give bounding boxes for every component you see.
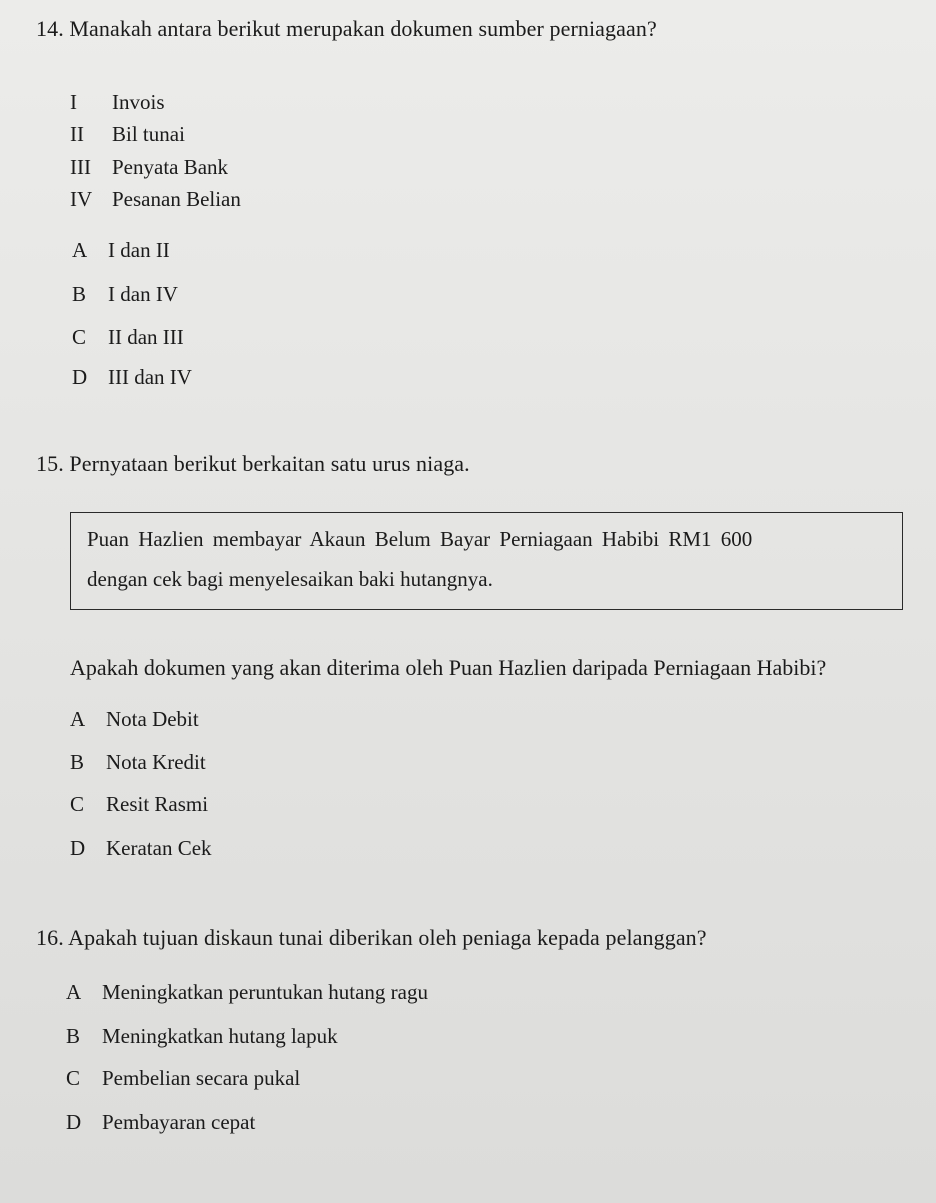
q14-item-4 — [70, 187, 241, 212]
option-text: Resit Rasmi — [106, 792, 209, 816]
option-letter: B — [66, 1024, 81, 1048]
q15-option-a[interactable] — [70, 707, 199, 732]
statement-box — [70, 512, 903, 610]
item-text: Penyata Bank — [112, 155, 229, 179]
q16-option-a[interactable] — [66, 980, 428, 1005]
option-text: Meningkatkan hutang lapuk — [102, 1024, 338, 1048]
question-15-prompt: Apakah dokumen yang akan diterima oleh Puan Hazlien daripada Perniagaan Habibi? — [70, 655, 827, 680]
option-text: Pembelian secara pukal — [102, 1066, 301, 1090]
q16-option-d[interactable] — [66, 1110, 255, 1135]
statement-line-1: Puan Hazlien membayar Akaun Belum Bayar Perniagaan Habibi RM1 600 — [87, 527, 753, 551]
statement-line-2: dengan cek bagi menyelesaikan baki hutangnya. — [87, 567, 493, 591]
option-text: Keratan Cek — [106, 836, 212, 860]
option-text: II dan III — [108, 325, 184, 349]
option-letter: D — [72, 365, 88, 389]
option-letter: B — [70, 750, 85, 774]
q14-option-d[interactable] — [72, 365, 192, 390]
item-text: Pesanan Belian — [112, 187, 241, 211]
q15-option-b[interactable] — [70, 750, 206, 775]
q15-option-d[interactable] — [70, 836, 212, 861]
option-text: Meningkatkan peruntukan hutang ragu — [102, 980, 428, 1004]
q16-option-c[interactable] — [66, 1066, 300, 1091]
option-text: Nota Kredit — [106, 750, 206, 774]
option-letter: D — [66, 1110, 82, 1134]
option-letter: D — [70, 836, 86, 860]
q14-item-1 — [70, 90, 165, 115]
option-letter: B — [72, 282, 87, 306]
option-text: I dan IV — [108, 282, 178, 306]
item-numeral: IV — [70, 187, 93, 211]
option-letter: A — [66, 980, 82, 1004]
item-text: Bil tunai — [112, 122, 185, 146]
q14-option-c[interactable] — [72, 325, 184, 350]
option-letter: C — [66, 1066, 81, 1090]
q14-item-2 — [70, 122, 185, 147]
q16-option-b[interactable] — [66, 1024, 338, 1049]
item-numeral: III — [70, 155, 91, 179]
q14-item-3 — [70, 155, 228, 180]
option-text: Pembayaran cepat — [102, 1110, 256, 1134]
option-letter: A — [70, 707, 86, 731]
q14-option-b[interactable] — [72, 282, 178, 307]
item-numeral: II — [70, 122, 84, 146]
option-text: Nota Debit — [106, 707, 199, 731]
option-text: I dan II — [108, 238, 170, 262]
item-numeral: I — [70, 90, 77, 114]
question-15-title: 15. Pernyataan berikut berkaitan satu urus niaga. — [36, 451, 470, 476]
question-16-title: 16. Apakah tujuan diskaun tunai diberikan oleh peniaga kepada pelanggan? — [36, 925, 707, 950]
option-letter: A — [72, 238, 88, 262]
option-letter: C — [72, 325, 87, 349]
option-text: III dan IV — [108, 365, 192, 389]
q14-option-a[interactable] — [72, 238, 170, 263]
item-text: Invois — [112, 90, 165, 114]
q15-option-c[interactable] — [70, 792, 208, 817]
option-letter: C — [70, 792, 85, 816]
question-14-title: 14. Manakah antara berikut merupakan dokumen sumber perniagaan? — [36, 16, 657, 41]
